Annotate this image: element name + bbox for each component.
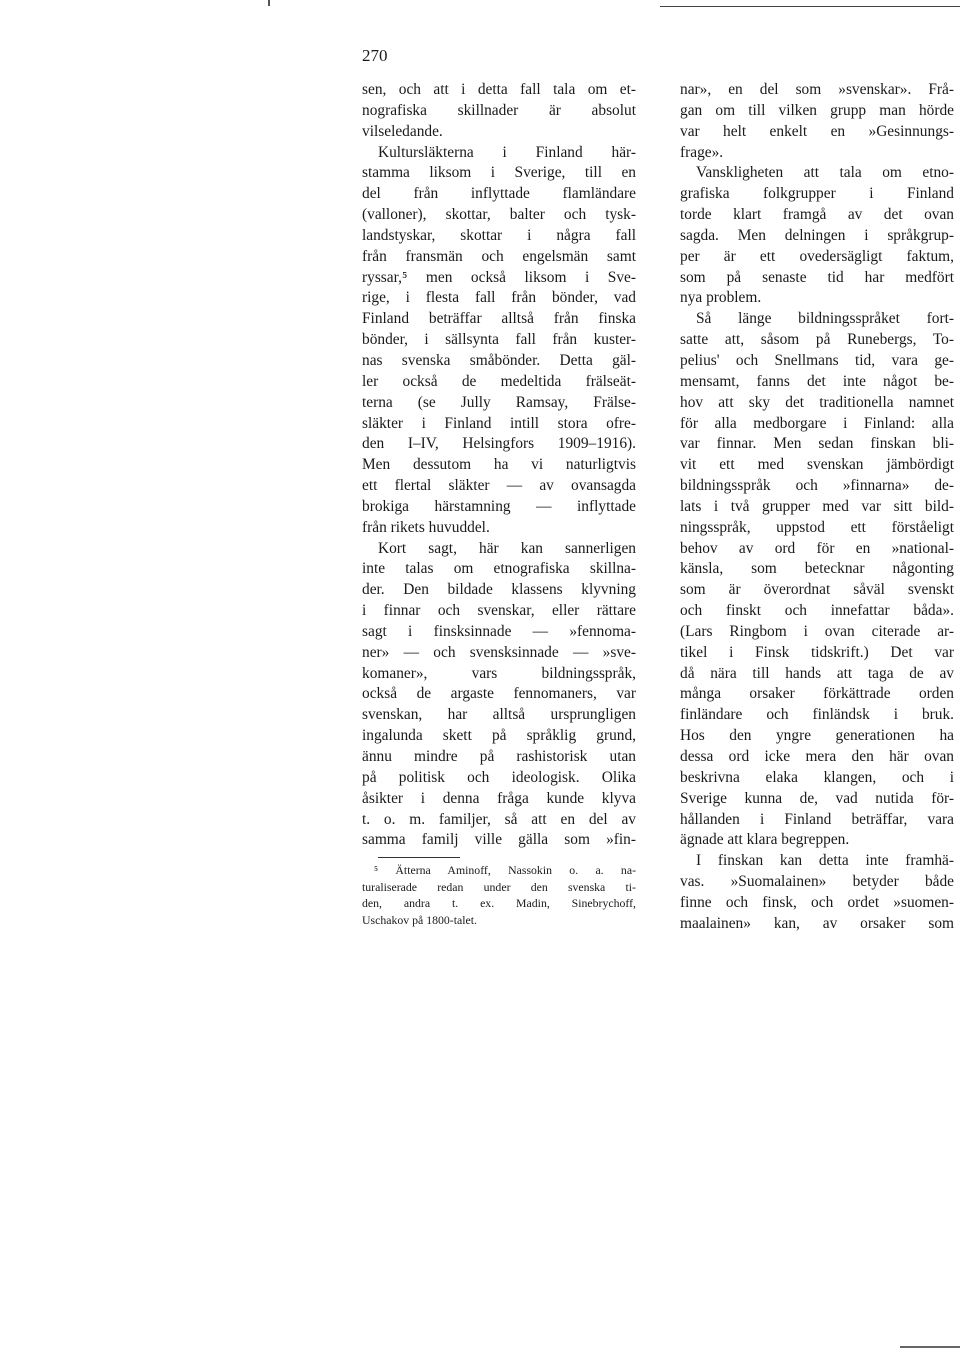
text-line: känsla, som betecknar någonting <box>680 560 954 578</box>
text-line: lats i två grupper med var sitt bild- <box>680 497 954 515</box>
text-line: från rikets huvuddel. <box>362 518 490 536</box>
text-line: nografiska skillnader är absolut <box>362 101 636 119</box>
right-column-text <box>680 80 954 935</box>
text-line: sen, och att i detta fall tala om et- <box>362 81 636 98</box>
text-line: Finland beträffar alltså från finska <box>362 310 636 328</box>
text-line: grafiska folkgrupper i Finland <box>680 185 954 203</box>
footnote-line: Uschakov på 1800-talet. <box>362 912 477 927</box>
text-line: pelius' och Snellmans tid, vara ge- <box>680 351 954 369</box>
text-line: I finskan kan detta inte framhä- <box>696 852 954 870</box>
text-line: Sverige kunna de, vad nutida för- <box>680 789 954 807</box>
text-line: ännu mindre på rashistorisk utan <box>362 748 636 765</box>
text-line: ningsspråk, uppstod ett förståeligt <box>680 518 954 536</box>
text-line: stamma liksom i Sverige, till en <box>362 164 636 182</box>
text-line: dessa ord icke mera den här ovan <box>680 748 954 765</box>
text-line: per är ett ovedersägligt faktum, <box>680 247 954 265</box>
page-number: 270 <box>362 46 388 65</box>
text-line: sagda. Men delningen i språkgrup- <box>680 226 954 244</box>
text-line: satte att, såsom på Runebergs, To- <box>680 331 954 349</box>
text-line: frage». <box>680 143 724 161</box>
text-line: Vanskligheten att tala om etno- <box>696 164 954 182</box>
text-line: var helt enkelt en »Gesinnungs- <box>680 122 954 140</box>
footnotes <box>362 862 636 928</box>
text-line: bildningsspråk och »finnarna» de- <box>680 477 954 495</box>
text-line: som är överordnat såväl svenskt <box>680 581 954 599</box>
text-line: vas. »Suomalainen» betyder både <box>680 873 954 891</box>
scan-mark <box>268 0 270 6</box>
text-line: nar», en del som »svenskar». Frå- <box>680 81 954 98</box>
text-line: Kort sagt, här kan sannerligen <box>378 539 636 557</box>
text-line: vilseledande. <box>362 122 443 140</box>
text-line: del från inflyttade flamländare <box>362 185 636 203</box>
text-line: brokiga härstamning — inflyttade <box>362 497 636 515</box>
text-line: hov att sky det traditionella namnet <box>680 393 954 411</box>
text-line: var finnar. Men sedan finskan bli- <box>680 435 954 453</box>
bottom-rule <box>900 1346 960 1348</box>
text-line: maalainen» kan, av orsaker som <box>680 914 954 932</box>
text-line: släkter i Finland intill stora ofre- <box>362 414 636 432</box>
text-line: nas svenska småbönder. Detta gäl- <box>362 351 636 369</box>
text-line: också de argaste fennomaners, var <box>362 685 636 703</box>
left-column-text <box>362 80 636 851</box>
text-line: vit ett med svenskan jämbördigt <box>680 456 954 474</box>
text-line: samma familj ville gälla som »fin- <box>362 831 636 849</box>
footnote-rule <box>378 857 460 858</box>
top-rule <box>660 6 960 7</box>
text-line: behov av ord för en »national- <box>680 539 954 557</box>
text-line: Så länge bildningsspråket fort- <box>696 310 954 328</box>
text-line: rige, i flesta fall från bönder, vad <box>362 289 636 307</box>
text-line: i finnar och svenskar, eller rättare <box>362 602 636 620</box>
text-line: många orsaker förkättrade orden <box>680 685 954 703</box>
text-line: ler också de medeltida frälseät- <box>362 372 636 390</box>
text-line: terna (se Jully Ramsay, Frälse- <box>362 393 636 411</box>
text-line: Men dessutom ha vi naturligtvis <box>362 456 636 474</box>
text-line: ryssar,⁵ men också liksom i Sve- <box>362 268 636 286</box>
text-line: från fransmän och engelsmän samt <box>362 247 636 265</box>
text-line: sagt i finsksinnade — »fennoma- <box>362 622 636 640</box>
text-line: mensamt, fanns det inte något be- <box>680 372 954 390</box>
text-line: ägnade att klara begreppen. <box>680 831 850 849</box>
text-line: som på senaste tid har medfört <box>680 268 954 286</box>
text-line: ingalunda skett på språklig grund, <box>362 727 636 745</box>
text-line: på politisk och ideologisk. Olika <box>362 768 636 786</box>
text-line: tikel i Finsk tidskrift.) Det var <box>680 643 954 661</box>
text-line: (valloner), skottar, balter och tysk- <box>362 206 636 224</box>
text-line: t. o. m. familjer, så att en del av <box>362 810 636 828</box>
text-line: och finskt och innefattar båda». <box>680 602 954 620</box>
text-line: finne och finsk, och ordet »suomen- <box>680 893 954 911</box>
right-column <box>680 80 954 935</box>
text-line: Kultursläkterna i Finland här- <box>378 143 636 161</box>
text-line: svenskan, har alltså ursprungligen <box>362 706 636 724</box>
text-line: der. Den bildade klassens klyvning <box>362 581 636 599</box>
text-line: ner» — och svensksinnade — »sve- <box>362 643 636 661</box>
text-line: åsikter i denna fråga kunde klyva <box>362 789 636 807</box>
text-line: för alla medborgare i Finland: alla <box>680 414 954 432</box>
text-line: komaner», vars bildningsspråk, <box>362 664 636 682</box>
text-line: den I–IV, Helsingfors 1909–1916). <box>362 435 636 453</box>
text-line: hållanden i Finland beträffar, vara <box>680 810 954 828</box>
text-line: inte talas om etnografiska skillna- <box>362 560 636 578</box>
text-line: Hos den yngre generationen ha <box>680 727 954 745</box>
text-line: finländare och finländsk i bruk. <box>680 706 954 724</box>
footnote-line: ⁵ Ätterna Aminoff, Nassokin o. a. na- <box>374 863 636 878</box>
text-line: (Lars Ringbom i ovan citerade ar- <box>680 622 954 640</box>
text-line: gan om till vilken grupp man hörde <box>680 101 954 119</box>
text-line: då nära till hands att taga de av <box>680 664 954 682</box>
left-column <box>362 80 636 928</box>
footnote-line: turaliserade redan under den svenska ti- <box>362 879 636 894</box>
footnote-line: den, andra t. ex. Madin, Sinebrychoff, <box>362 896 636 911</box>
text-line: beskrivna elaka klangen, och i <box>680 768 954 786</box>
text-line: nya problem. <box>680 289 762 307</box>
text-line: torde klart framgå av det ovan <box>680 206 954 224</box>
text-line: ett flertal släkter — av ovansagda <box>362 477 636 495</box>
text-line: landstyskar, skottar i några fall <box>362 226 636 244</box>
text-line: bönder, i sällsynta fall från kuster- <box>362 331 636 349</box>
